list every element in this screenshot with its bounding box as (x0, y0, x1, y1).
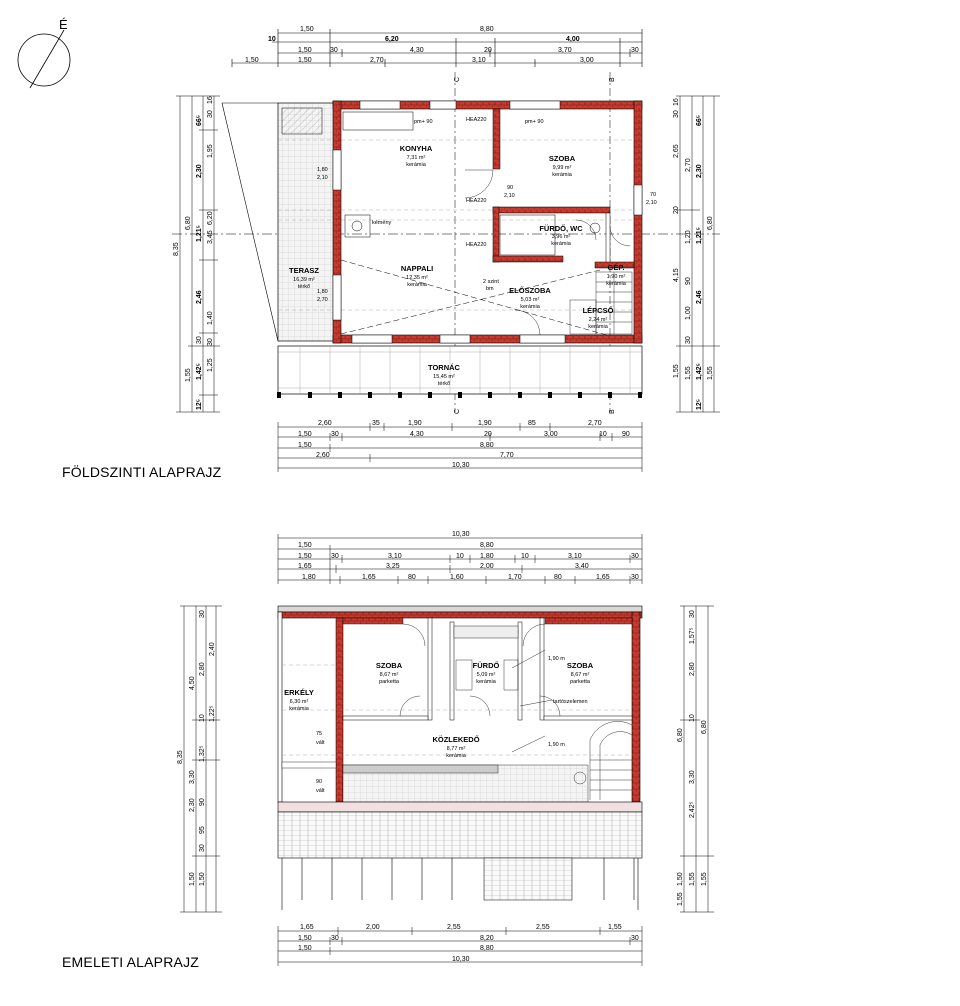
dim-text: 1,50 (298, 935, 312, 942)
dim-text: 30 (631, 553, 639, 560)
dim-text: 1,22⁵ (209, 705, 216, 722)
dim-text: 3,10 (568, 553, 582, 560)
dim-text: 3,00 (544, 431, 558, 438)
dim-text: 2,80 (689, 662, 696, 676)
dim-text: 66⁵ (196, 114, 203, 126)
dim-text: 2,80 (199, 662, 206, 676)
dim-text: 3,70 (558, 47, 572, 54)
dim-text: 6,20 (385, 36, 399, 43)
dim-text: 2,65 (673, 144, 680, 158)
dim-text: 4,00 (566, 36, 580, 43)
dim-text: 30 (207, 110, 214, 118)
dim-text: 1,40 (207, 311, 214, 325)
window-width: 70 (650, 192, 657, 198)
dim-text: 30 (685, 336, 692, 344)
dim-text: 6,80 (185, 216, 192, 230)
window-height: 2,70 (317, 297, 328, 303)
room-tornac-area: 15,45 m² (433, 374, 455, 380)
room-terasz-floor: térkő (297, 284, 311, 290)
dim-text: 2,60 (316, 452, 330, 459)
dim-text: 1,21⁵ (696, 227, 703, 244)
room-nappali-floor: kerámia (407, 282, 427, 288)
dim-text: 8,35 (177, 750, 184, 764)
valt-label: vált (316, 740, 325, 746)
dim-text: 3,45 (207, 230, 214, 244)
dim-text: 1,55 (673, 364, 680, 378)
dim-text: 1,21⁵ (196, 225, 203, 242)
door-width: 90 (507, 185, 514, 191)
dim-text: 1,95 (207, 144, 214, 158)
dim-text: 2,60 (318, 420, 332, 427)
dim-text: 16 (207, 96, 214, 104)
window-width: 75 (316, 731, 323, 737)
dim-text: 1,50 (298, 431, 312, 438)
dim-text: 1,50 (298, 553, 312, 560)
room-konyha-area: 7,31 m² (406, 155, 426, 161)
section-b-top: B (609, 77, 616, 82)
level-label: 2 szint (483, 279, 499, 285)
room-kozlekedo-name: KÖZLEKEDŐ (432, 735, 480, 744)
dim-text: 6,80 (677, 728, 684, 742)
dim-text: 1,80 (302, 574, 316, 581)
dim-text: 1,50 (298, 542, 312, 549)
dim-text: 2,30 (189, 798, 196, 812)
dim-text: 1,70 (508, 574, 522, 581)
dim-text: 1,55 (701, 872, 708, 886)
dim-text: 90 (685, 277, 692, 285)
dim-text: 1,32⁵ (199, 745, 206, 762)
room-furdo-floor: kerámia (476, 679, 496, 685)
hea-label: HEA220 (466, 242, 487, 248)
room-szoba-left-area: 8,67 m² (379, 672, 399, 678)
dim-text: 10,30 (452, 956, 470, 963)
dim-text: 4,15 (673, 268, 680, 282)
dim-text: 95 (199, 826, 206, 834)
room-furdo-area: 5,09 m² (476, 672, 496, 678)
dim-text: 30 (631, 935, 639, 942)
dim-text: 2,40 (209, 642, 216, 656)
dim-text: 1,50 (298, 442, 312, 449)
dim-text: 10 (268, 36, 276, 43)
hea-label: HEA220 (466, 198, 487, 204)
dim-text: 30 (196, 336, 203, 344)
dim-text: 1,55 (689, 872, 696, 886)
dim-text: 30 (689, 610, 696, 618)
kemeny-label: kémény (372, 220, 392, 226)
ground-floor-title: FÖLDSZINTI ALAPRAJZ (62, 464, 222, 480)
dim-text: 1,42⁵ (696, 363, 703, 380)
dim-text: 1,42⁵ (196, 363, 203, 380)
dim-text: 3,10 (388, 553, 402, 560)
dim-text: 2,30 (696, 164, 703, 178)
room-erkely-area: 6,30 m² (289, 699, 309, 705)
room-furdo-name: FÜRDŐ (472, 661, 500, 670)
dim-text: 1,50 (298, 47, 312, 54)
dim-text: 80 (554, 574, 562, 581)
dim-text: 1,50 (189, 872, 196, 886)
dim-text: 10,30 (452, 462, 470, 469)
room-szoba-name: SZOBA (548, 154, 576, 163)
dim-text: 1,55 (608, 924, 622, 931)
dim-text: 6,20 (207, 211, 214, 225)
dim-text: 10 (521, 553, 529, 560)
dim-text: 1,65 (362, 574, 376, 581)
dim-text: 30 (207, 338, 214, 346)
dim-text: 30 (330, 47, 338, 54)
dim-text: 3,00 (580, 57, 594, 64)
dim-text: 4,30 (410, 431, 424, 438)
dim-text: 3,10 (472, 57, 486, 64)
room-konyha-name: KONYHA (399, 144, 433, 153)
pm-label: pm+ 90 (414, 119, 433, 125)
room-lepcso-floor: kerámia (588, 324, 608, 330)
room-eloszoba-floor: kerámia (520, 304, 540, 310)
dim-text: 8,35 (173, 242, 180, 256)
room-tornac-floor: térkő (437, 381, 451, 387)
room-erkely-floor: kerámia (289, 706, 309, 712)
dim-text: 4,30 (410, 47, 424, 54)
pm-label: pm+ 90 (525, 119, 544, 125)
dim-text: 1,90 (478, 420, 492, 427)
dim-text: 35 (372, 420, 380, 427)
room-gep-name: GÉP. (607, 263, 625, 272)
north-arrow-label: É (59, 17, 68, 32)
room-szoba-right-floor: parketta (570, 679, 590, 685)
dim-text: 12⁵ (696, 398, 703, 410)
room-szoba-right-area: 8,67 m² (570, 672, 590, 678)
dim-text: 1,57⁵ (689, 627, 696, 644)
dim-text: 10,30 (452, 531, 470, 538)
dim-text: 2,55 (447, 924, 461, 931)
dim-text: 1,50 (298, 945, 312, 952)
room-szoba-left-floor: parketta (379, 679, 399, 685)
dim-text: 1,80 (480, 553, 494, 560)
dim-text: 1,25 (207, 358, 214, 372)
dim-text: 1,65 (300, 924, 314, 931)
dim-text: 8,80 (480, 26, 494, 33)
dim-text: 1,55 (677, 892, 684, 906)
dim-text: 8,80 (480, 542, 494, 549)
dim-text: 2,55 (536, 924, 550, 931)
dim-text: 3,30 (189, 770, 196, 784)
dim-text: 7,70 (500, 452, 514, 459)
dim-text: 3,25 (386, 563, 400, 570)
dim-text: 4,50 (189, 676, 196, 690)
door-height: 2,10 (504, 193, 515, 199)
dim-text: 30 (631, 574, 639, 581)
dim-text: 90 (199, 798, 206, 806)
dim-text: 6,80 (701, 720, 708, 734)
room-furdo-wc-area: 3,96 m² (551, 234, 571, 240)
section-b-bottom: B (609, 409, 616, 414)
dim-text: 1,50 (298, 57, 312, 64)
dim-text: 30 (331, 935, 339, 942)
dim-text: 2,46 (196, 290, 203, 304)
upper-floor-plan (177, 531, 714, 966)
upper-floor-title: EMELETI ALAPRAJZ (62, 954, 200, 970)
dim-text: 3,30 (689, 770, 696, 784)
section-c-bottom: C (454, 408, 461, 414)
room-erkely-name: ERKÉLY (284, 688, 314, 697)
dim-text: 3,40 (575, 563, 589, 570)
section-c-top: C (454, 76, 461, 82)
dim-text: 2,70 (588, 420, 602, 427)
dim-text: 85 (528, 420, 536, 427)
dim-text: 1,60 (450, 574, 464, 581)
dim-text: 1,20 (685, 230, 692, 244)
dim-text: 1,50 (199, 872, 206, 886)
dim-text: 8,80 (480, 442, 494, 449)
dim-text: 10 (599, 431, 607, 438)
dim-text: 12⁵ (196, 398, 203, 410)
dim-text: 1,55 (185, 368, 192, 382)
room-terasz-name: TERASZ (289, 266, 319, 275)
room-gep-area: 1,90 m² (606, 274, 626, 280)
dim-text: 2,42⁵ (689, 801, 696, 818)
dim-text: 10 (199, 714, 206, 722)
window-height: 2,10 (317, 175, 328, 181)
bm-label: bm (486, 286, 494, 292)
dim-text: 1,55 (685, 366, 692, 380)
dim-text: 2,70 (685, 158, 692, 172)
dim-text: 2,30 (196, 164, 203, 178)
dim-text: 8,20 (480, 935, 494, 942)
dim-text: 1,65 (596, 574, 610, 581)
dim-text: 30 (199, 844, 206, 852)
window-width: 1,80 (317, 167, 328, 173)
dim-text: 1,50 (677, 872, 684, 886)
room-eloszoba-name: ELŐSZOBA (509, 286, 551, 295)
dim-text: 6,80 (707, 216, 714, 230)
dim-text: 8,80 (480, 945, 494, 952)
room-kozlekedo-area: 8,77 m² (446, 746, 466, 752)
room-szoba-left-name: SZOBA (375, 661, 403, 670)
dim-text: 2,00 (366, 924, 380, 931)
dim-text: 30 (631, 47, 639, 54)
hea-label: HEA220 (466, 117, 487, 123)
window-height: 2,10 (646, 200, 657, 206)
room-terasz-area: 16,39 m² (293, 277, 315, 283)
dim-text: 1,65 (298, 563, 312, 570)
dim-text: 30 (199, 610, 206, 618)
dim-text: 30 (673, 110, 680, 118)
height-label: 1,90 m (548, 656, 565, 662)
room-tornac-name: TORNÁC (428, 363, 460, 372)
dim-text: 16 (673, 98, 680, 106)
room-lepcso-area: 2,24 m² (588, 317, 608, 323)
room-kozlekedo-floor: kerámia (446, 753, 466, 759)
dim-text: 66⁵ (696, 114, 703, 126)
dim-text: 80 (408, 574, 416, 581)
window-width: 1,80 (317, 289, 328, 295)
north-arrow (18, 30, 70, 88)
dim-text: 1,00 (685, 306, 692, 320)
height-label: 1,90 m (548, 742, 565, 748)
dim-text: 1,55 (707, 366, 714, 380)
room-lepcso-name: LÉPCSŐ (582, 306, 614, 315)
room-szoba-floor: kerámia (552, 172, 572, 178)
dim-text: 30 (331, 553, 339, 560)
room-szoba-right-name: SZOBA (566, 661, 594, 670)
room-nappali-area: 12,35 m² (406, 275, 428, 281)
dim-text: 2,00 (480, 563, 494, 570)
valt-label: vált (316, 788, 325, 794)
dim-text: 2,70 (370, 57, 384, 64)
dim-text: 10 (689, 714, 696, 722)
dim-text: 20 (484, 47, 492, 54)
room-nappali-name: NAPPALI (400, 264, 434, 273)
room-konyha-floor: kerámia (406, 162, 426, 168)
dim-text: 30 (331, 431, 339, 438)
room-eloszoba-area: 5,03 m² (520, 297, 540, 303)
dim-text: 1,50 (245, 57, 259, 64)
dim-text: 2,46 (696, 290, 703, 304)
dim-text: 1,90 (408, 420, 422, 427)
room-gep-floor: kerámia (606, 281, 626, 287)
dim-text: 20 (484, 431, 492, 438)
room-furdo-wc-name: FÜRDŐ, WC (539, 224, 583, 233)
ground-floor-plan (172, 26, 720, 472)
room-furdo-wc-floor: kerámia (551, 241, 571, 247)
dim-text: 1,50 (300, 26, 314, 33)
dim-text: 10 (456, 553, 464, 560)
room-szoba-area: 9,99 m² (552, 165, 572, 171)
dim-text: 90 (622, 431, 630, 438)
dim-text: 20 (673, 206, 680, 214)
beam-label: tartószelemen (553, 699, 588, 705)
window-width: 90 (316, 779, 323, 785)
